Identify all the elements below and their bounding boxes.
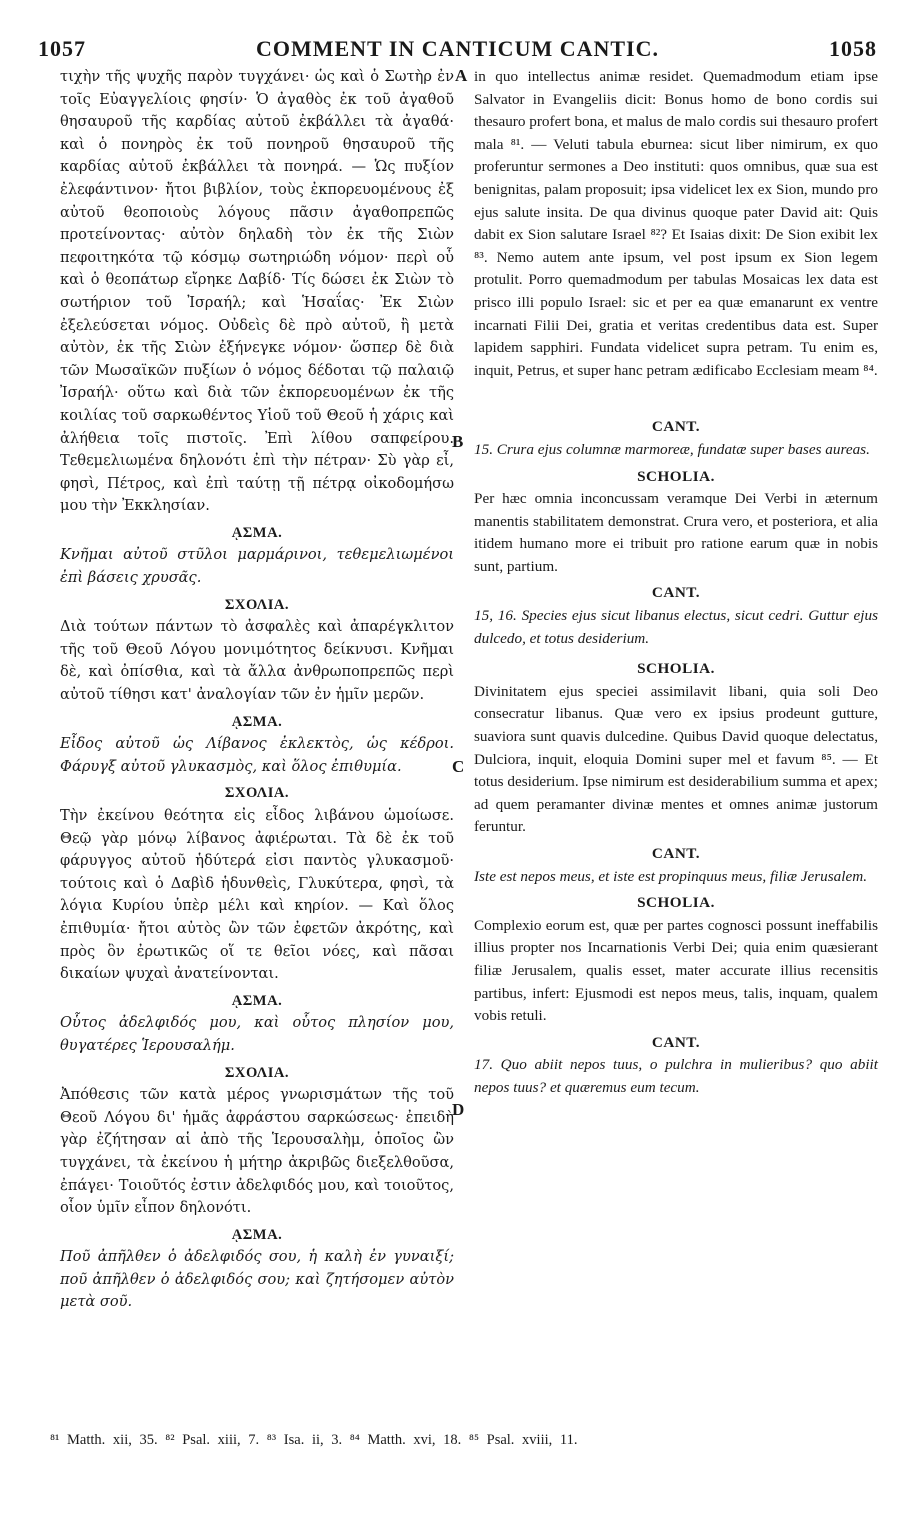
page-title: COMMENT IN CANTICUM CANTIC.	[255, 36, 660, 61]
latin-paragraph-4: Complexio eorum est, quæ per partes cognosci possunt ineffabilis illius propter nos Incarnationis Verbi Dei; quia enim quæsierant filiæ Jerusalem, qualis esset, mater accurate illius recensitis partibus, infert: Ejusmodi est nepos meus, talis, inquam, qualem vobis retuli.	[474, 916, 878, 1025]
greek-column	[60, 66, 454, 1314]
footnotes: ⁸¹ Matth. xii, 35. ⁸² Psal. xiii, 7. ⁸³ Isa. ii, 3. ⁸⁴ Matth. xvi, 18. ⁸⁵ Psal. xviii, 11.	[50, 1432, 578, 1448]
latin-verse-1: 15. Crura ejus columnæ marmoreæ, fundatæ super bases aureas.	[474, 440, 870, 458]
latin-verse-2: 15, 16. Species ejus sicut libanus electus, sicut cedri. Guttur ejus dulcedo, et totus desiderium.	[474, 607, 878, 647]
margin-marker-d: D	[452, 1100, 465, 1119]
greek-heading-scholia-1: ΣΧΟΛΙΑ.	[224, 596, 290, 613]
latin-heading-cant-2: CANT.	[651, 584, 701, 602]
greek-verse-3: Οὗτος ἀδελφιδός μου, καὶ οὗτος πλησίον μου, θυγατέρες Ἱερουσαλήμ.	[60, 1014, 454, 1054]
latin-verse-3: Iste est nepos meus, et iste est propinquus meus, filiæ Jerusalem.	[474, 867, 867, 885]
greek-heading-scholia-3: ΣΧΟΛΙΑ.	[224, 1064, 290, 1081]
greek-verse-2: Εἶδος αὐτοῦ ὡς Λίβανος ἐκλεκτὸς, ὡς κέδροι. Φάρυγξ αὐτοῦ γλυκασμὸς, καὶ ὅλος ἐπιθυμία.	[60, 735, 454, 775]
greek-paragraph-3: Τὴν ἐκείνου θεότητα εἰς εἶδος λιβάνου ὡμοίωσε. Θεῷ γὰρ μόνῳ λίβανος ἀφιέρωται. Τὰ δὲ ἐκ τοῦ φάρυγγος αὐτοῦ ἡδύτερά εἰσι παντὸς γλυκασμοῦ· τούτοις καὶ ὁ Δαβὶδ ἡδυνθεὶς, Γλυκύτερα, φησὶ, τὰ λόγια Κυρίου ὑπὲρ μέλι καὶ κηρίον. — Καὶ ὅλος ἐπιθυμία· ἤτοι αὐτὸς ὢν τῶν ἐφετῶν ἀκρότης, καὶ πρὸς ὃν ἐρωτικῶς οἵ τε θεῖοι νόες, καὶ πᾶσαι δικαίων ψυχαὶ ἀνατείνονται.	[60, 807, 454, 983]
latin-heading-cant-3: CANT.	[651, 845, 701, 862]
latin-paragraph-3: Divinitatem ejus speciei assimilavit libani, quia soli Deo consecratur libanus. Quæ vero ex ipsius prodeunt gutture, suaviora sunt quavis dulcedine. Quibus David quoque delectatus, Dulciora, inquit, eloquia Domini super mel et favum ⁸⁵. — Et totus desiderium. Ipse nimirum est desiderabilium summa et apex; ad quem peramanter divinæ mentes et omnes animæ justorum feruntur.	[474, 682, 878, 836]
latin-verse-4: 17. Quo abiit nepos tuus, o pulchra in mulieribus? quo abiit nepos tuus? et quæremus eum tecum.	[474, 1056, 878, 1096]
margin-marker-c: C	[452, 757, 465, 776]
greek-verse-1: Κνῆμαι αὐτοῦ στῦλοι μαρμάρινοι, τεθεμελιωμένοι ἐπὶ βάσεις χρυσᾶς.	[60, 546, 454, 587]
greek-paragraph-1: τιχὴν τῆς ψυχῆς παρὸν τυγχάνει· ὡς καὶ ὁ Σωτὴρ ἐν τοῖς Εὐαγγελίοις φησίν· Ὁ ἀγαθὸς ἐκ τοῦ ἀγαθοῦ θησαυροῦ τῆς καρδίας αὐτοῦ ἐκβάλλει τὰ ἀγαθά· καὶ ὁ πονηρὸς ἐκ τοῦ πονηροῦ θησαυροῦ τῆς καρδίας αὐτοῦ ἐκβάλλει τὰ πονηρά. — Ὡς πυξίον ἐλεφάντινον· ἤτοι βιβλίον, τοὺς ἐκπορευομένους ἐξ αὐτοῦ θεοποιοὺς λόγους πᾶσιν ἀγαθοπρεπῶς προτείνοντας· αὐτὸν δηλαδὴ τὸν ἐκ τῆς Σιὼν πεφοιτηκότα τῷ κόσμῳ σωτηριώδη νόμον· περὶ οὗ καὶ ὁ θεοπάτωρ εἴρηκε Δαβίδ· Τίς δώσει ἐκ Σιὼν τὸ σωτήριον τοῦ Ἰσραήλ; καὶ Ἡσαΐας· Ἐκ Σιὼν ἐξελεύσεται νόμος. Οὐδεὶς δὲ πρὸ αὐτοῦ, ἢ μετὰ αὐτὸν, ἐκ τῆς Σιὼν ἐξήνεγκε νόμον· ὥσπερ δὲ διὰ τῶν Μωσαϊκῶν πυξίων ὁ νόμος δέδοται τῷ παλαιῷ Ἰσραήλ· οὕτω καὶ διὰ τῶν ἐκπορευομένων ἐκ τῆς κοιλίας τοῦ σαρκωθέντος Υἱοῦ τοῦ Θεοῦ ἡ χάρις καὶ ἀλήθεια τοῖς πιστοῖς. Ἐπὶ λίθου σαπφείρου. Τεθεμελιωμένα δηλονότι ἐπὶ τὴν πέτραν· Σὺ γὰρ εἶ, φησὶ, Πέτρος, καὶ ἐπὶ ταύτῃ τῇ πέτρᾳ οἰκοδομήσω μου τὴν Ἐκκλησίαν.	[60, 68, 454, 515]
running-header	[38, 36, 877, 60]
latin-heading-scholia-1: SCHOLIA.	[637, 467, 715, 485]
greek-heading-asma-4: ᾼΣΜΑ.	[231, 1226, 283, 1243]
latin-heading-scholia-2: SCHOLIA.	[637, 660, 715, 678]
latin-paragraph-2: Per hæc omnia inconcussam veramque Dei Verbi in æternum manentis stabilitatem demonstrat. Crura vero, et posteriora, et alia itidem humano more ei tribuit pro ratione earum quæ in nobis sunt, partium.	[474, 490, 878, 575]
greek-heading-asma-1: ᾼΣΜΑ.	[231, 524, 283, 541]
margin-marker-b: B	[452, 432, 464, 451]
greek-heading-asma-3: ᾼΣΜΑ.	[231, 992, 283, 1009]
greek-paragraph-2: Διὰ τούτων πάντων τὸ ἀσφαλὲς καὶ ἀπαρέγκλιτον τῆς τοῦ Θεοῦ Λόγου μονιμότητος δείκνυσι. Κνῆμαι δὲ, καὶ ὀπίσθια, καὶ τὰ ἄλλα ἀνθρωποπρεπῶς περὶ αὐτοῦ τίθησι κατ' ἀναλογίαν τῶν ἐν ἡμῖν μερῶν.	[60, 618, 454, 704]
latin-heading-cant-4: CANT.	[651, 1033, 701, 1051]
latin-heading-cant-1: CANT.	[651, 418, 701, 436]
greek-verse-4: Ποῦ ἀπῆλθεν ὁ ἀδελφιδός σου, ἡ καλὴ ἐν γυναιξί; ποῦ ἀπῆλθεν ὁ ἀδελφιδός σου; καὶ ζητήσομεν αὐτὸν μετὰ σοῦ.	[60, 1248, 454, 1311]
greek-heading-asma-2: ᾼΣΜΑ.	[231, 713, 283, 730]
greek-paragraph-4: Ἀπόθεσις τῶν κατὰ μέρος γνωρισμάτων τῆς τοῦ Θεοῦ Λόγου δι' ἡμᾶς ἀφράστου σαρκώσεως· ἐπειδὴ γὰρ ἐζήτησαν αἱ ἀπὸ τῆς Ἱερουσαλὴμ, ὁποῖος ὢν τυγχάνει, τὰ ἐκείνου ἡ μήτηρ ἀκριβῶς διεξελθοῦσα, ἐπάγει· Τοιοῦτός ἐστιν ἀδελφιδός μου, καὶ τοιοῦτος, οἷον ὑμῖν εἶπον δηλονότι.	[60, 1086, 454, 1217]
page-number-left: 1057	[38, 36, 86, 61]
margin-marker-a: A	[455, 66, 468, 85]
latin-heading-scholia-3: SCHOLIA.	[637, 894, 715, 912]
page-number-right: 1058	[829, 36, 877, 61]
latin-column	[474, 66, 878, 1100]
latin-paragraph-1: in quo intellectus animæ residet. Quemadmodum etiam ipse Salvator in Evangeliis dicit: Bonus homo de bono cordis sui thesauro profert bona, et malus de malo cordis sui thesauro profert mala ⁸¹. — Veluti tabula eburnea: sicut liber nimirum, ex quo proferuntur sermones a Deo instituti: quos omnibus, quæ sua est benignitas, palam proposuit; ipsa videlicet lex ex Sion, mundo pro ejus salute insita. De qua divinus quoque pater David ait: Quis dabit ex Sion salutare Israel ⁸²? Et Isaias dixit: De Sion exibit lex ⁸³. Nemo autem ante ipsum, vel post ipsum ex Sion legem protulit. Porro quemadmodum per tabulas Mosaicas lex data est prisco illi populo Israel: sic et per ea quæ emanarunt ex ventre incarnati Filii Dei, gratia et veritas credentibus data est. Super lapidem sapphiri. Fundata videlicet supra petram. Tu enim es, inquit, Petrus, et super hanc petram ædificabo Ecclesiam meam ⁸⁴.	[474, 68, 878, 379]
greek-heading-scholia-2: ΣΧΟΛΙΑ.	[224, 785, 290, 802]
